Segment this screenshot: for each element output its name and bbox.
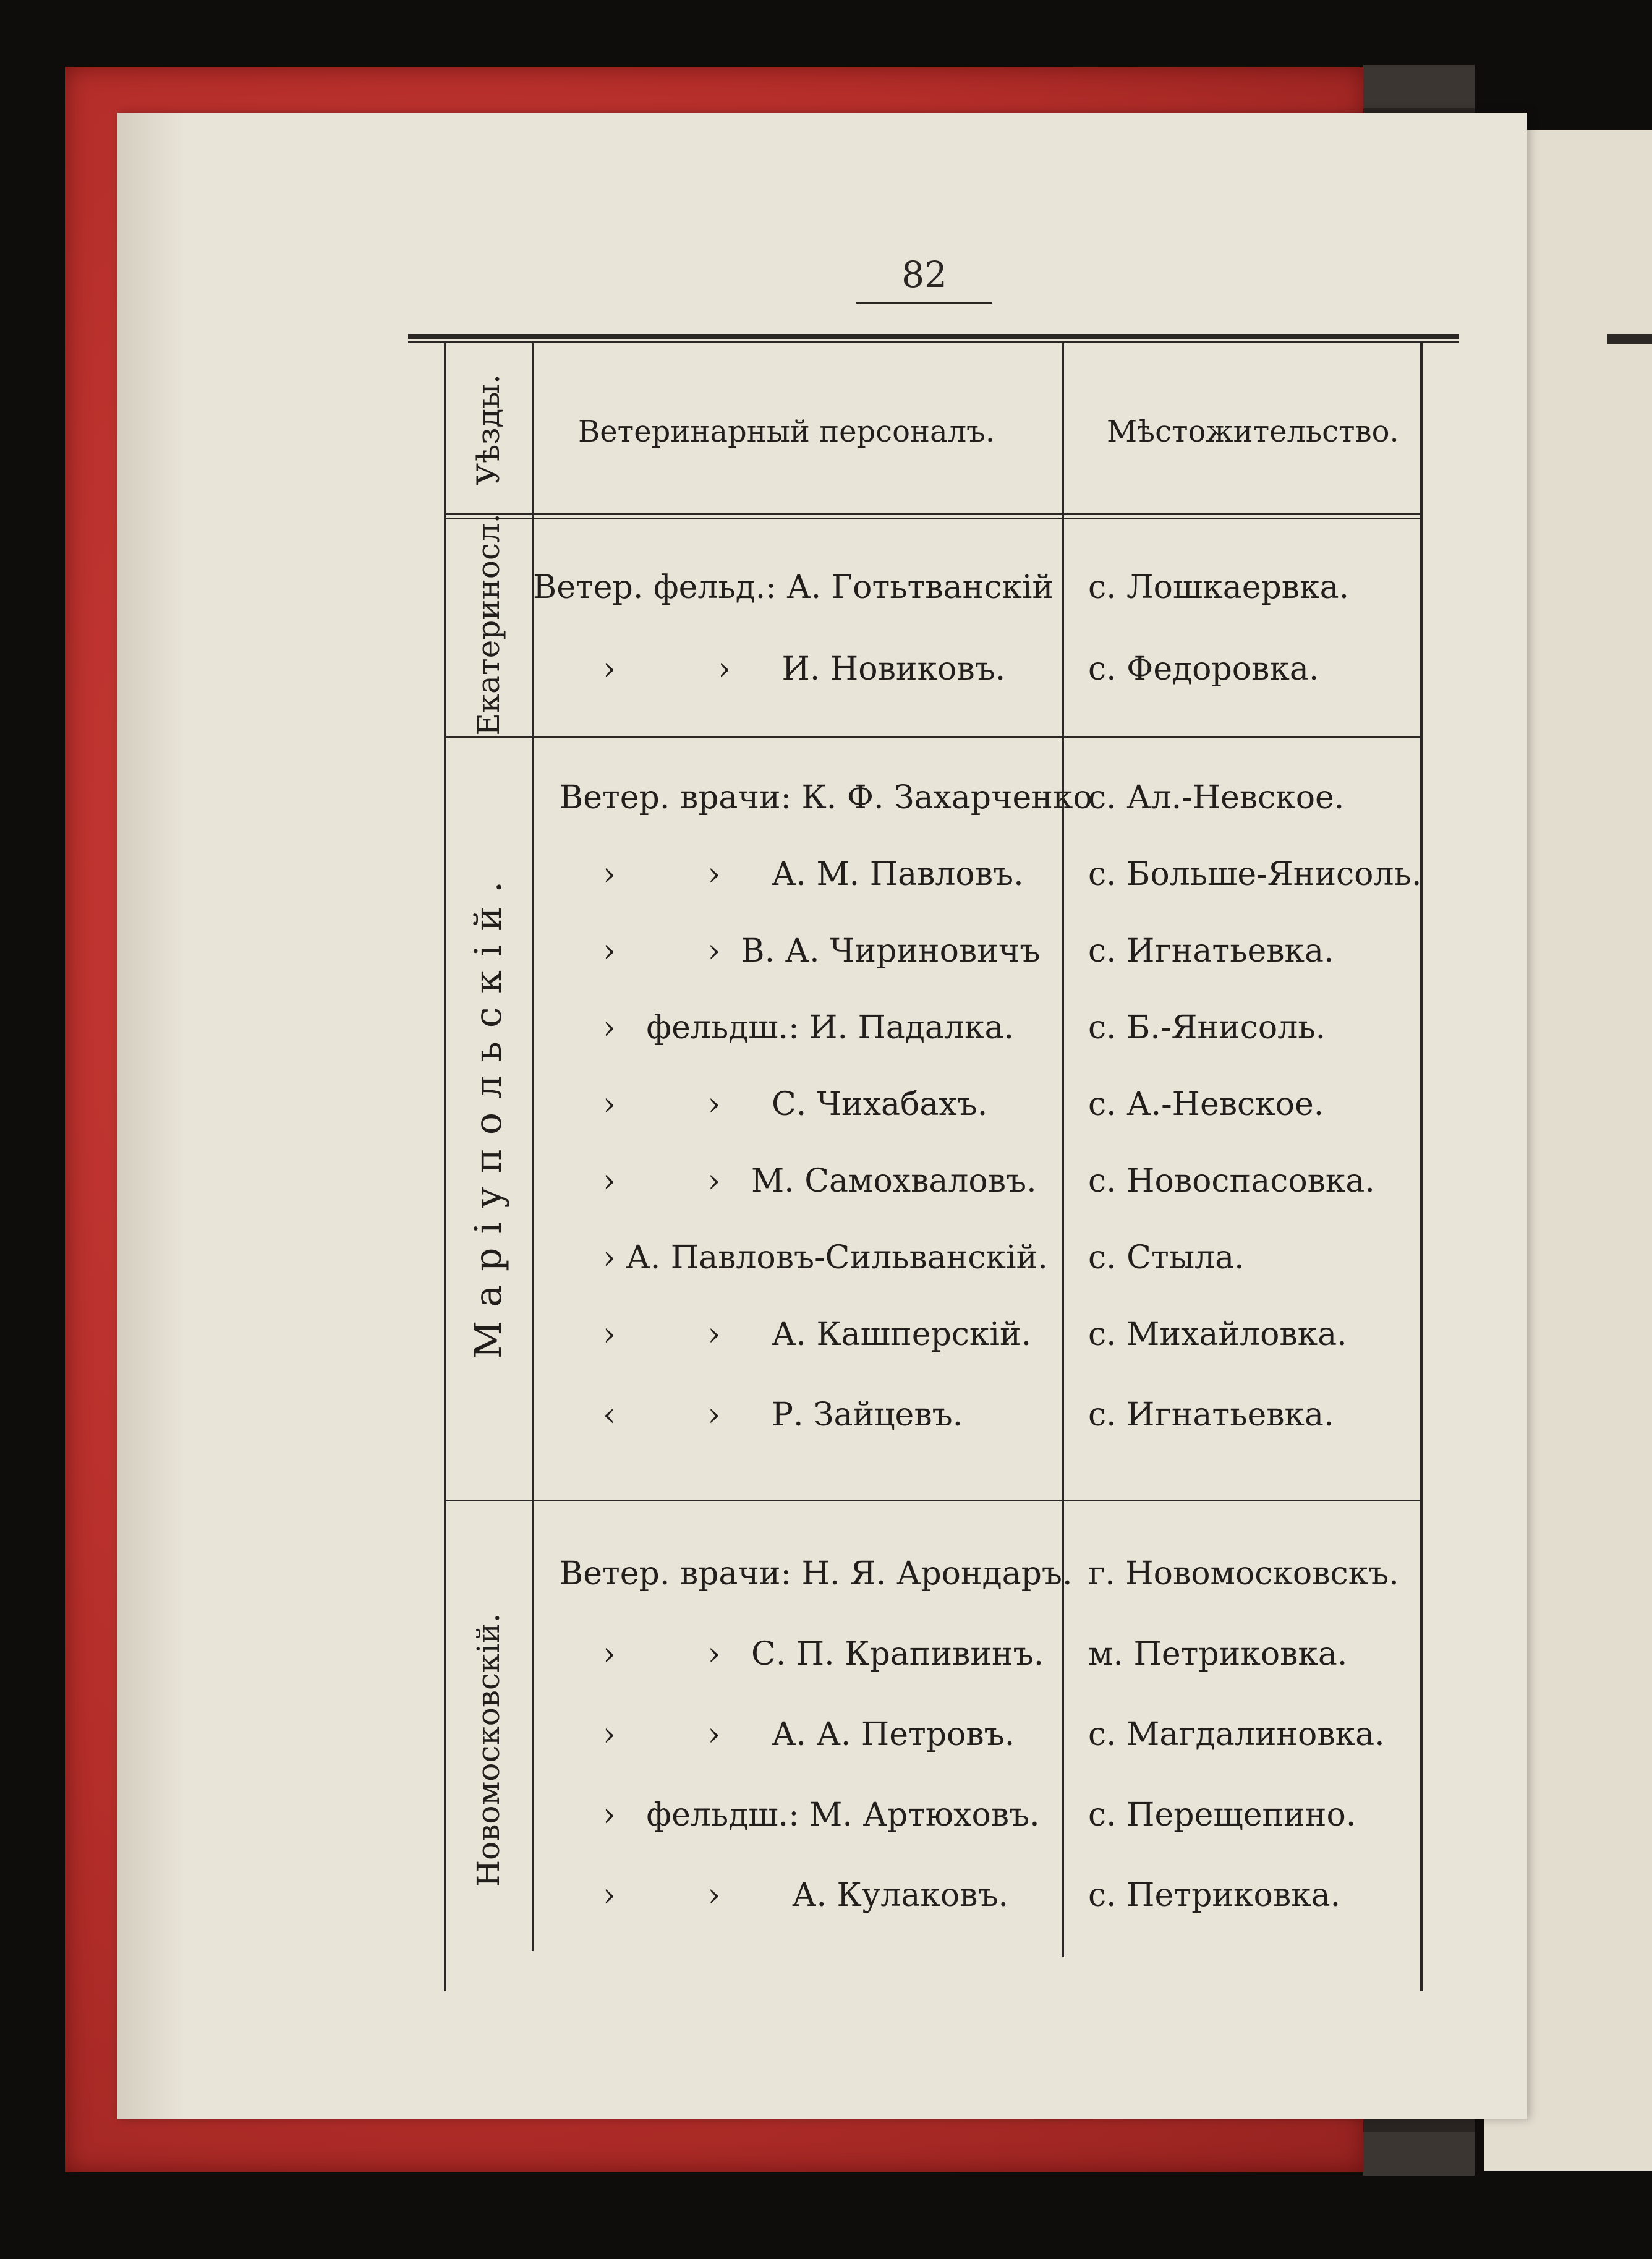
residence-cell: с. Магдалиновка.	[1088, 1716, 1385, 1753]
page-number-rule	[856, 302, 992, 304]
personnel-cell: › фельдш.: И. Падалка.	[603, 1009, 1014, 1046]
personnel-cell: › фельдш.: М. Артюховъ.	[603, 1796, 1040, 1834]
residence-cell: с. Новоспасовка.	[1088, 1163, 1375, 1200]
personnel-cell: › › В. А. Чириновичъ	[603, 933, 1041, 970]
personnel-cell: › А. Павловъ-Сильванскій.	[603, 1239, 1048, 1276]
spine-band-top	[1363, 65, 1475, 108]
residence-cell: с. А.-Невское.	[1088, 1086, 1324, 1123]
facing-page-rule	[1607, 334, 1652, 344]
residence-cell: с. Ал.-Невское.	[1088, 779, 1345, 816]
spine-band-bottom	[1363, 2132, 1475, 2176]
personnel-cell: Ветер. фельд.: А. Готьтванскій	[533, 569, 1054, 606]
personnel-cell: › › А. Кулаковъ.	[603, 1877, 1009, 1914]
header-districts: Уѣзды.	[470, 374, 506, 486]
residence-cell: с. Перещепино.	[1088, 1796, 1356, 1834]
header-rule-2	[445, 518, 1421, 519]
residence-cell: м. Петриковка.	[1088, 1636, 1348, 1673]
residence-cell: с. Больше-Янисоль.	[1088, 856, 1422, 893]
personnel-cell: › › С. Чихабахъ.	[603, 1086, 988, 1123]
residence-cell: с. Игнатьевка.	[1088, 933, 1334, 970]
section-divider-2	[445, 1500, 1421, 1501]
table-top-rule-thin	[408, 341, 1459, 343]
residence-cell: с. Б.-Янисоль.	[1088, 1009, 1326, 1046]
residence-cell: с. Федоровка.	[1088, 651, 1319, 688]
residence-cell: с. Стыла.	[1088, 1239, 1245, 1276]
header-residence: Мѣстожительство.	[1107, 414, 1399, 449]
page-number: 82	[901, 254, 947, 296]
column-divider-2	[1062, 343, 1064, 1957]
personnel-cell: Ветер. врачи: Н. Я. Арондаръ.	[560, 1555, 1073, 1592]
personnel-cell: ‹ › Р. Зайцевъ.	[603, 1396, 963, 1433]
residence-cell: с. Лошкаервка.	[1088, 569, 1350, 606]
section-divider-1	[445, 736, 1421, 738]
residence-cell: с. Михайловка.	[1088, 1316, 1347, 1353]
table-left-border	[444, 343, 446, 1991]
residence-cell: г. Новомосковскъ.	[1088, 1555, 1399, 1592]
table-right-border	[1420, 343, 1423, 1991]
header-rule	[445, 513, 1421, 515]
table-top-rule	[408, 334, 1459, 339]
personnel-cell: › › И. Новиковъ.	[603, 651, 1006, 688]
district-label: Новомосковскій.	[470, 1613, 506, 1887]
personnel-cell: › › А. М. Павловъ.	[603, 856, 1024, 893]
residence-cell: с. Игнатьевка.	[1088, 1396, 1334, 1433]
personnel-cell: › › М. Самохваловъ.	[603, 1163, 1037, 1200]
residence-cell: с. Петриковка.	[1088, 1877, 1341, 1914]
personnel-cell: › › С. П. Крапивинъ.	[603, 1636, 1044, 1673]
district-label: Екатериносл.	[470, 513, 506, 736]
personnel-cell: Ветер. врачи: К. Ф. Захарченко	[560, 779, 1092, 816]
page-gutter-shade	[117, 113, 185, 2119]
personnel-cell: › › А. А. Петровъ.	[603, 1716, 1015, 1753]
district-label: Маріупольскій.	[467, 867, 510, 1359]
header-personnel: Ветеринарный персоналъ.	[578, 414, 995, 449]
personnel-cell: › › А. Кашперскій.	[603, 1316, 1032, 1353]
